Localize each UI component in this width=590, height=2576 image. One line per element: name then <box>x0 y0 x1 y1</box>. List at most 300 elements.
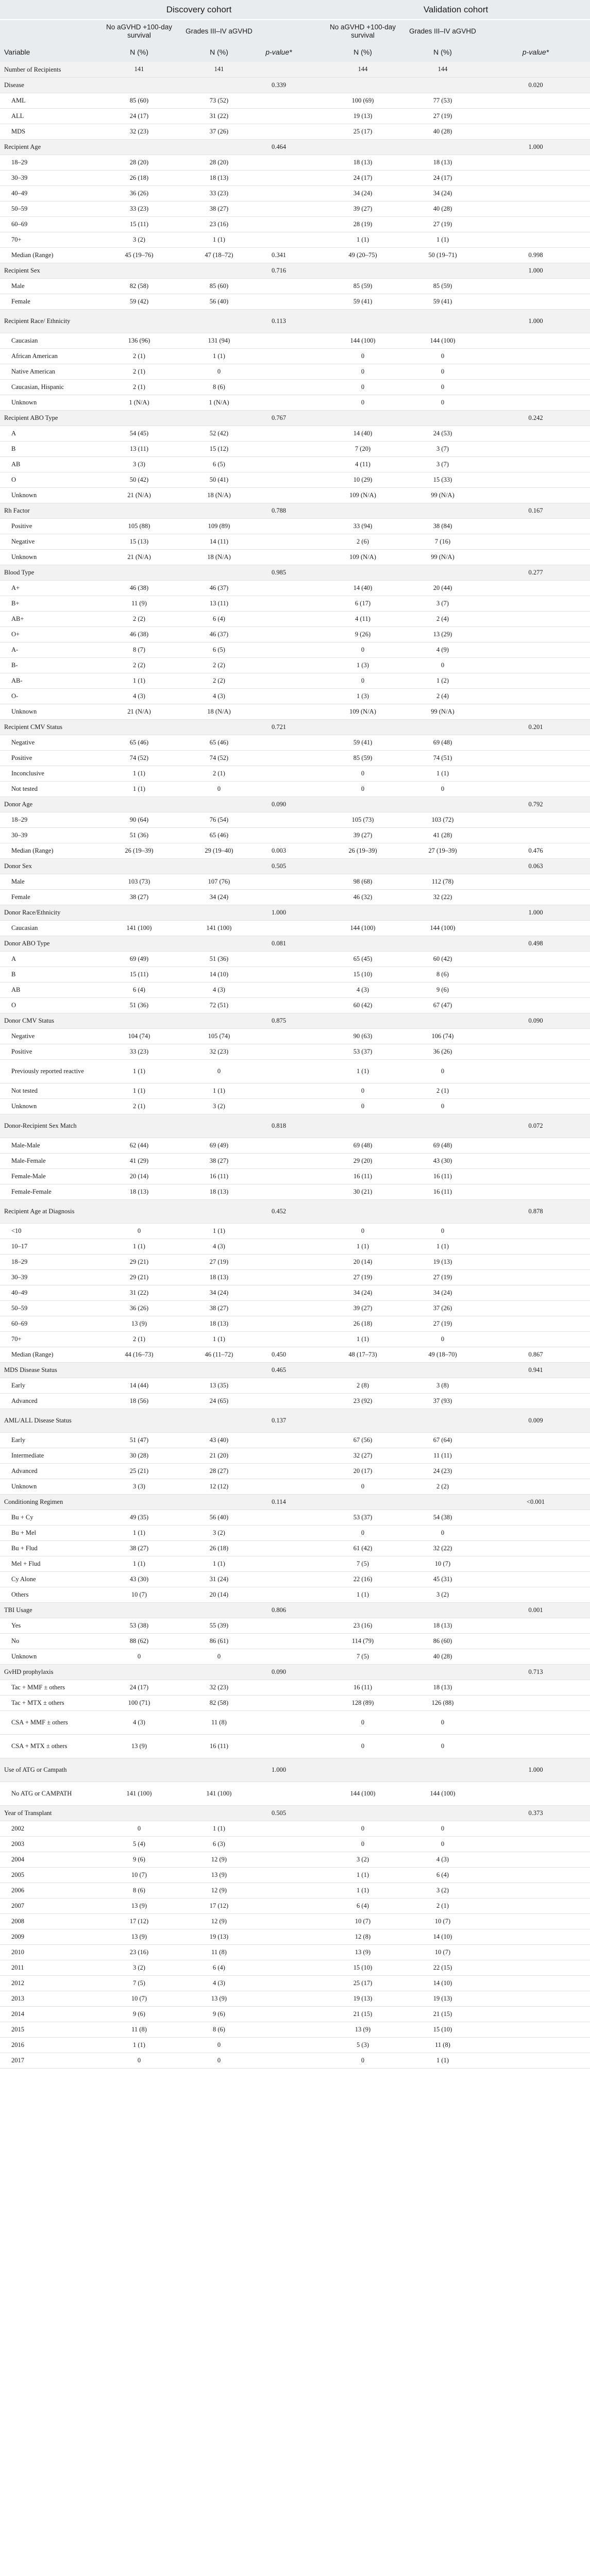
val-no-agvhd-cell <box>322 1494 404 1510</box>
column-gap <box>300 77 322 93</box>
column-gap <box>300 1805 322 1821</box>
disc-no-agvhd-cell: 13 (9) <box>98 1929 180 1944</box>
row-label: Cy Alone <box>0 1571 98 1587</box>
val-pvalue-cell <box>481 62 590 77</box>
table-section-row <box>0 796 590 812</box>
disc-grades-cell: 1 (1) <box>180 1083 258 1098</box>
column-gap <box>300 139 322 155</box>
val-no-agvhd-cell: 69 (48) <box>322 1138 404 1153</box>
disc-pvalue-cell <box>258 1633 300 1649</box>
disc-grades-cell <box>180 503 258 518</box>
disc-pvalue-cell <box>258 1239 300 1254</box>
disc-grades-cell: 18 (13) <box>180 1316 258 1331</box>
row-label: Positive <box>0 750 98 766</box>
table-row <box>0 1378 590 1393</box>
val-pvalue-cell <box>481 1153 590 1168</box>
val-no-agvhd-cell: 1 (1) <box>322 1883 404 1898</box>
val-n-header-1: N (%) <box>322 42 404 62</box>
disc-grades-cell <box>180 309 258 333</box>
disc-no-agvhd-cell: 1 (1) <box>98 1556 180 1571</box>
disc-no-agvhd-cell <box>98 77 180 93</box>
disc-pvalue-cell <box>258 108 300 124</box>
val-pvalue-cell <box>481 124 590 139</box>
row-label: Use of ATG or Campath <box>0 1758 98 1782</box>
val-pvalue-cell: 0.941 <box>481 1362 590 1378</box>
row-label: Previously reported reactive <box>0 1059 98 1083</box>
disc-pvalue-cell <box>258 2037 300 2053</box>
val-no-agvhd-cell: 12 (8) <box>322 1929 404 1944</box>
disc-grades-cell: 0 <box>180 2037 258 2053</box>
val-grades-cell: 2 (1) <box>404 1898 481 1913</box>
row-label: A+ <box>0 580 98 596</box>
disc-no-agvhd-cell: 23 (16) <box>98 1944 180 1960</box>
table-row <box>0 626 590 642</box>
val-pvalue-cell <box>481 1269 590 1285</box>
disc-pvalue-cell <box>258 185 300 201</box>
val-no-agvhd-cell <box>322 1602 404 1618</box>
disc-no-agvhd-cell: 24 (17) <box>98 108 180 124</box>
row-label: Donor-Recipient Sex Match <box>0 1114 98 1138</box>
row-label: 70+ <box>0 1331 98 1347</box>
row-label: Caucasian <box>0 920 98 936</box>
column-gap <box>300 364 322 379</box>
disc-grades-cell: 141 <box>180 62 258 77</box>
disc-pvalue-cell <box>258 395 300 410</box>
disc-pvalue-cell <box>258 1223 300 1239</box>
disc-grades-cell: 0 <box>180 364 258 379</box>
val-grades-cell: 50 (19–71) <box>404 247 481 263</box>
disc-no-agvhd-cell: 8 (7) <box>98 642 180 657</box>
row-label: 2007 <box>0 1898 98 1913</box>
row-label: Male-Male <box>0 1138 98 1153</box>
disc-grades-cell <box>180 77 258 93</box>
disc-pvalue-cell <box>258 1975 300 1991</box>
table-row <box>0 750 590 766</box>
disc-no-agvhd-cell: 14 (44) <box>98 1378 180 1393</box>
table-row <box>0 441 590 456</box>
table-section-row <box>0 410 590 426</box>
disc-grades-cell: 37 (26) <box>180 124 258 139</box>
val-pvalue-cell <box>481 364 590 379</box>
disc-grades-cell: 8 (6) <box>180 2022 258 2037</box>
column-gap <box>300 1083 322 1098</box>
disc-no-agvhd-cell: 105 (88) <box>98 518 180 534</box>
val-grades-cell: 27 (19) <box>404 1269 481 1285</box>
val-pvalue-cell: 0.498 <box>481 936 590 951</box>
val-pvalue-cell <box>481 441 590 456</box>
disc-pvalue-cell <box>258 1710 300 1734</box>
val-pvalue-cell <box>481 657 590 673</box>
disc-no-agvhd-cell: 18 (56) <box>98 1393 180 1409</box>
table-row <box>0 278 590 294</box>
disc-no-agvhd-cell: 26 (18) <box>98 170 180 185</box>
disc-pvalue-cell: 0.081 <box>258 936 300 951</box>
val-grades-cell <box>404 1758 481 1782</box>
val-no-agvhd-cell: 14 (40) <box>322 426 404 441</box>
table-row <box>0 124 590 139</box>
val-grades-cell: 86 (60) <box>404 1633 481 1649</box>
disc-no-agvhd-cell: 59 (42) <box>98 294 180 309</box>
disc-grades-cell: 6 (5) <box>180 456 258 472</box>
disc-grades-cell: 1 (N/A) <box>180 395 258 410</box>
table-row <box>0 1710 590 1734</box>
row-label: Yes <box>0 1618 98 1633</box>
disc-no-agvhd-cell: 65 (46) <box>98 735 180 750</box>
val-no-agvhd-cell: 6 (4) <box>322 1898 404 1913</box>
column-gap <box>300 673 322 688</box>
disc-grades-cell: 16 (11) <box>180 1168 258 1184</box>
table-row <box>0 1782 590 1805</box>
disc-no-agvhd-cell <box>98 1602 180 1618</box>
table-row <box>0 951 590 967</box>
disc-pvalue-cell <box>258 750 300 766</box>
disc-pvalue-cell <box>258 626 300 642</box>
disc-grades-cell: 18 (N/A) <box>180 487 258 503</box>
disc-grades-cell: 11 (8) <box>180 1710 258 1734</box>
disc-no-agvhd-cell <box>98 1805 180 1821</box>
val-grades-cell: 0 <box>404 395 481 410</box>
val-no-agvhd-cell: 90 (63) <box>322 1028 404 1044</box>
disc-pvalue-cell <box>258 426 300 441</box>
disc-pvalue-cell <box>258 170 300 185</box>
disc-pvalue-cell <box>258 1378 300 1393</box>
table-row <box>0 967 590 982</box>
val-grades-cell: 99 (N/A) <box>404 549 481 565</box>
val-pvalue-cell <box>481 827 590 843</box>
disc-no-agvhd-cell: 18 (13) <box>98 1184 180 1199</box>
disc-pvalue-cell <box>258 1734 300 1758</box>
row-label: Unknown <box>0 395 98 410</box>
val-no-agvhd-cell <box>322 936 404 951</box>
table-row <box>0 1393 590 1409</box>
column-gap <box>300 704 322 719</box>
disc-no-agvhd-cell: 29 (21) <box>98 1269 180 1285</box>
val-no-agvhd-header: No aGVHD +100-day survival <box>322 20 404 42</box>
val-grades-cell: 27 (19) <box>404 216 481 232</box>
column-gap <box>300 1184 322 1199</box>
row-label: AB <box>0 982 98 997</box>
column-gap <box>300 1510 322 1525</box>
disc-grades-cell: 85 (60) <box>180 278 258 294</box>
disc-no-agvhd-cell: 0 <box>98 1821 180 1836</box>
val-pvalue-cell <box>481 1913 590 1929</box>
val-grades-cell: 6 (4) <box>404 1867 481 1883</box>
row-label: Bu + Flud <box>0 1540 98 1556</box>
val-no-agvhd-cell: 59 (41) <box>322 735 404 750</box>
row-label: Early <box>0 1432 98 1448</box>
column-gap <box>300 549 322 565</box>
val-no-agvhd-cell: 2 (8) <box>322 1378 404 1393</box>
column-gap <box>300 1695 322 1710</box>
disc-grades-cell: 13 (9) <box>180 1991 258 2006</box>
val-no-agvhd-cell: 16 (11) <box>322 1680 404 1695</box>
disc-grades-cell: 141 (100) <box>180 920 258 936</box>
row-label: Early <box>0 1378 98 1393</box>
val-no-agvhd-cell: 0 <box>322 1479 404 1494</box>
val-pvalue-cell <box>481 1223 590 1239</box>
row-label: 40–49 <box>0 1285 98 1300</box>
val-grades-cell <box>404 410 481 426</box>
column-gap <box>300 518 322 534</box>
val-pvalue-cell <box>481 889 590 905</box>
table-row <box>0 1821 590 1836</box>
disc-no-agvhd-cell: 2 (1) <box>98 1098 180 1114</box>
disc-grades-cell: 52 (42) <box>180 426 258 441</box>
val-pvalue-cell <box>481 997 590 1013</box>
column-gap <box>300 750 322 766</box>
row-label: 2010 <box>0 1944 98 1960</box>
disc-grades-cell: 38 (27) <box>180 201 258 216</box>
val-grades-cell: 126 (88) <box>404 1695 481 1710</box>
disc-pvalue-cell <box>258 735 300 750</box>
row-label: Negative <box>0 735 98 750</box>
disc-grades-cell: 28 (20) <box>180 155 258 170</box>
row-label: Intermediate <box>0 1448 98 1463</box>
cohort-header-row <box>0 0 590 20</box>
val-pvalue-cell <box>481 155 590 170</box>
row-label: Rh Factor <box>0 503 98 518</box>
disc-no-agvhd-cell <box>98 796 180 812</box>
row-label: African American <box>0 348 98 364</box>
disc-grades-cell: 4 (3) <box>180 1975 258 1991</box>
row-label: A- <box>0 642 98 657</box>
val-pvalue-cell <box>481 920 590 936</box>
val-grades-cell: 0 <box>404 364 481 379</box>
val-pvalue-cell <box>481 1991 590 2006</box>
row-label: Number of Recipients <box>0 62 98 77</box>
table-section-row <box>0 1114 590 1138</box>
val-pvalue-cell: 0.713 <box>481 1664 590 1680</box>
column-gap <box>300 1944 322 1960</box>
column-gap <box>300 1556 322 1571</box>
disc-grades-cell: 1 (1) <box>180 1821 258 1836</box>
disc-pvalue-cell <box>258 1525 300 1540</box>
table-row <box>0 2053 590 2068</box>
disc-grades-cell <box>180 719 258 735</box>
disc-grades-cell: 11 (8) <box>180 1944 258 1960</box>
val-grades-cell: 3 (2) <box>404 1883 481 1898</box>
val-pvalue-cell <box>481 1649 590 1664</box>
row-label: AB+ <box>0 611 98 626</box>
val-grades-cell: 85 (59) <box>404 278 481 294</box>
disc-no-agvhd-cell: 82 (58) <box>98 278 180 294</box>
disc-grades-cell: 107 (76) <box>180 874 258 889</box>
val-pvalue-cell <box>481 1571 590 1587</box>
disc-no-agvhd-cell: 0 <box>98 2053 180 2068</box>
row-label: Advanced <box>0 1393 98 1409</box>
disc-pvalue-cell <box>258 1883 300 1898</box>
disc-n-header-1: N (%) <box>98 42 180 62</box>
column-gap <box>300 997 322 1013</box>
row-label: Male <box>0 874 98 889</box>
row-label: ALL <box>0 108 98 124</box>
table-section-row <box>0 1494 590 1510</box>
disc-n-header-2: N (%) <box>180 42 258 62</box>
disc-pvalue-cell: 0.090 <box>258 796 300 812</box>
val-no-agvhd-cell: 30 (21) <box>322 1184 404 1199</box>
column-gap <box>300 1331 322 1347</box>
val-pvalue-cell <box>481 1479 590 1494</box>
disc-no-agvhd-cell: 11 (8) <box>98 2022 180 2037</box>
table-row <box>0 518 590 534</box>
table-row <box>0 1649 590 1664</box>
disc-pvalue-cell <box>258 2006 300 2022</box>
disc-no-agvhd-cell: 1 (N/A) <box>98 395 180 410</box>
row-label: Others <box>0 1587 98 1602</box>
disc-grades-cell: 0 <box>180 1649 258 1664</box>
row-label: Tac + MMF ± others <box>0 1680 98 1695</box>
val-grades-cell: 22 (15) <box>404 1960 481 1975</box>
val-no-agvhd-cell: 20 (17) <box>322 1463 404 1479</box>
discovery-cohort-header: Discovery cohort <box>98 0 300 20</box>
table-row <box>0 1285 590 1300</box>
val-grades-cell: 37 (26) <box>404 1300 481 1316</box>
disc-pvalue-cell <box>258 1571 300 1587</box>
disc-no-agvhd-cell: 141 (100) <box>98 1782 180 1805</box>
column-gap <box>300 1525 322 1540</box>
val-pvalue-cell <box>481 735 590 750</box>
val-pvalue-cell <box>481 1944 590 1960</box>
val-pvalue-cell <box>481 1695 590 1710</box>
disc-grades-cell: 29 (19–40) <box>180 843 258 858</box>
disc-pvalue-cell <box>258 889 300 905</box>
row-label: 70+ <box>0 232 98 247</box>
disc-no-agvhd-cell: 0 <box>98 1649 180 1664</box>
column-gap <box>300 858 322 874</box>
disc-pvalue-cell <box>258 920 300 936</box>
table-row <box>0 1991 590 2006</box>
val-pvalue-cell <box>481 1393 590 1409</box>
val-pvalue-cell <box>481 596 590 611</box>
val-no-agvhd-cell: 19 (13) <box>322 1991 404 2006</box>
table-section-row <box>0 1758 590 1782</box>
column-gap <box>300 62 322 77</box>
disc-no-agvhd-cell: 10 (7) <box>98 1587 180 1602</box>
row-label: 2005 <box>0 1867 98 1883</box>
column-gap <box>300 596 322 611</box>
row-label: Positive <box>0 1044 98 1059</box>
disc-no-agvhd-cell: 54 (45) <box>98 426 180 441</box>
val-grades-cell: 41 (28) <box>404 827 481 843</box>
val-pvalue-cell <box>481 1448 590 1463</box>
val-no-agvhd-cell: 0 <box>322 348 404 364</box>
table-row <box>0 1929 590 1944</box>
val-no-agvhd-cell <box>322 1664 404 1680</box>
val-no-agvhd-cell: 46 (32) <box>322 889 404 905</box>
disc-no-agvhd-cell: 30 (28) <box>98 1448 180 1463</box>
column-gap <box>300 278 322 294</box>
val-pvalue-cell <box>481 1525 590 1540</box>
val-no-agvhd-cell: 39 (27) <box>322 827 404 843</box>
disc-pvalue-cell <box>258 596 300 611</box>
disc-grades-cell: 12 (9) <box>180 1913 258 1929</box>
table-row <box>0 1059 590 1083</box>
val-grades-cell: 40 (28) <box>404 201 481 216</box>
val-pvalue-cell <box>481 1782 590 1805</box>
val-pvalue-cell <box>481 294 590 309</box>
disc-pvalue-cell <box>258 1083 300 1098</box>
column-gap <box>300 503 322 518</box>
row-label: No ATG or CAMPATH <box>0 1782 98 1805</box>
val-pvalue-cell <box>481 766 590 781</box>
val-no-agvhd-cell <box>322 565 404 580</box>
val-grades-cell: 45 (31) <box>404 1571 481 1587</box>
val-grades-cell: 144 (100) <box>404 333 481 348</box>
row-label: Year of Transplant <box>0 1805 98 1821</box>
val-pvalue-cell <box>481 278 590 294</box>
column-gap <box>300 1153 322 1168</box>
disc-no-agvhd-cell: 141 (100) <box>98 920 180 936</box>
disc-pvalue-cell <box>258 1867 300 1883</box>
val-grades-cell: 27 (19) <box>404 108 481 124</box>
column-gap <box>300 216 322 232</box>
table-row <box>0 232 590 247</box>
table-row <box>0 1138 590 1153</box>
val-pvalue-cell <box>481 1821 590 1836</box>
column-gap <box>300 1680 322 1695</box>
row-label: Mel + Flud <box>0 1556 98 1571</box>
disc-pvalue-cell: 0.985 <box>258 565 300 580</box>
row-label: Inconclusive <box>0 766 98 781</box>
table-row <box>0 93 590 108</box>
table-section-row <box>0 1805 590 1821</box>
disc-no-agvhd-cell: 104 (74) <box>98 1028 180 1044</box>
val-no-agvhd-cell: 0 <box>322 1223 404 1239</box>
val-no-agvhd-cell: 65 (45) <box>322 951 404 967</box>
row-label: Not tested <box>0 1083 98 1098</box>
val-grades-cell <box>404 936 481 951</box>
disc-pvalue-cell <box>258 549 300 565</box>
disc-pvalue-cell <box>258 1913 300 1929</box>
disc-grades-cell: 86 (61) <box>180 1633 258 1649</box>
val-pvalue-cell <box>481 750 590 766</box>
disc-grades-cell: 46 (11–72) <box>180 1347 258 1362</box>
disc-grades-cell: 32 (23) <box>180 1680 258 1695</box>
val-pvalue-cell: 0.063 <box>481 858 590 874</box>
disc-grades-cell: 56 (40) <box>180 1510 258 1525</box>
disc-pvalue-cell <box>258 580 300 596</box>
val-pvalue-cell <box>481 626 590 642</box>
val-pvalue-cell <box>481 1975 590 1991</box>
val-grades-cell: 69 (48) <box>404 1138 481 1153</box>
row-label: No <box>0 1633 98 1649</box>
table-row <box>0 1867 590 1883</box>
val-pvalue-cell <box>481 1239 590 1254</box>
disc-no-agvhd-cell: 43 (30) <box>98 1571 180 1587</box>
column-gap <box>300 2022 322 2037</box>
val-no-agvhd-cell <box>322 796 404 812</box>
disc-grades-cell: 12 (9) <box>180 1852 258 1867</box>
val-no-agvhd-cell: 25 (17) <box>322 1975 404 1991</box>
val-pvalue-cell: 0.277 <box>481 565 590 580</box>
val-no-agvhd-cell: 144 (100) <box>322 333 404 348</box>
disc-pvalue-cell <box>258 348 300 364</box>
disc-pvalue-cell: 1.000 <box>258 905 300 920</box>
row-label: 2006 <box>0 1883 98 1898</box>
disc-no-agvhd-cell: 32 (23) <box>98 124 180 139</box>
val-no-agvhd-cell: 109 (N/A) <box>322 704 404 719</box>
column-gap <box>300 1448 322 1463</box>
disc-no-agvhd-cell: 2 (1) <box>98 364 180 379</box>
table-row <box>0 781 590 796</box>
table-section-row <box>0 77 590 93</box>
column-gap <box>300 395 322 410</box>
val-grades-cell: 144 (100) <box>404 920 481 936</box>
disc-grades-cell: 15 (12) <box>180 441 258 456</box>
disc-pvalue-cell <box>258 1821 300 1836</box>
disc-grades-cell: 1 (1) <box>180 1223 258 1239</box>
row-label: Native American <box>0 364 98 379</box>
